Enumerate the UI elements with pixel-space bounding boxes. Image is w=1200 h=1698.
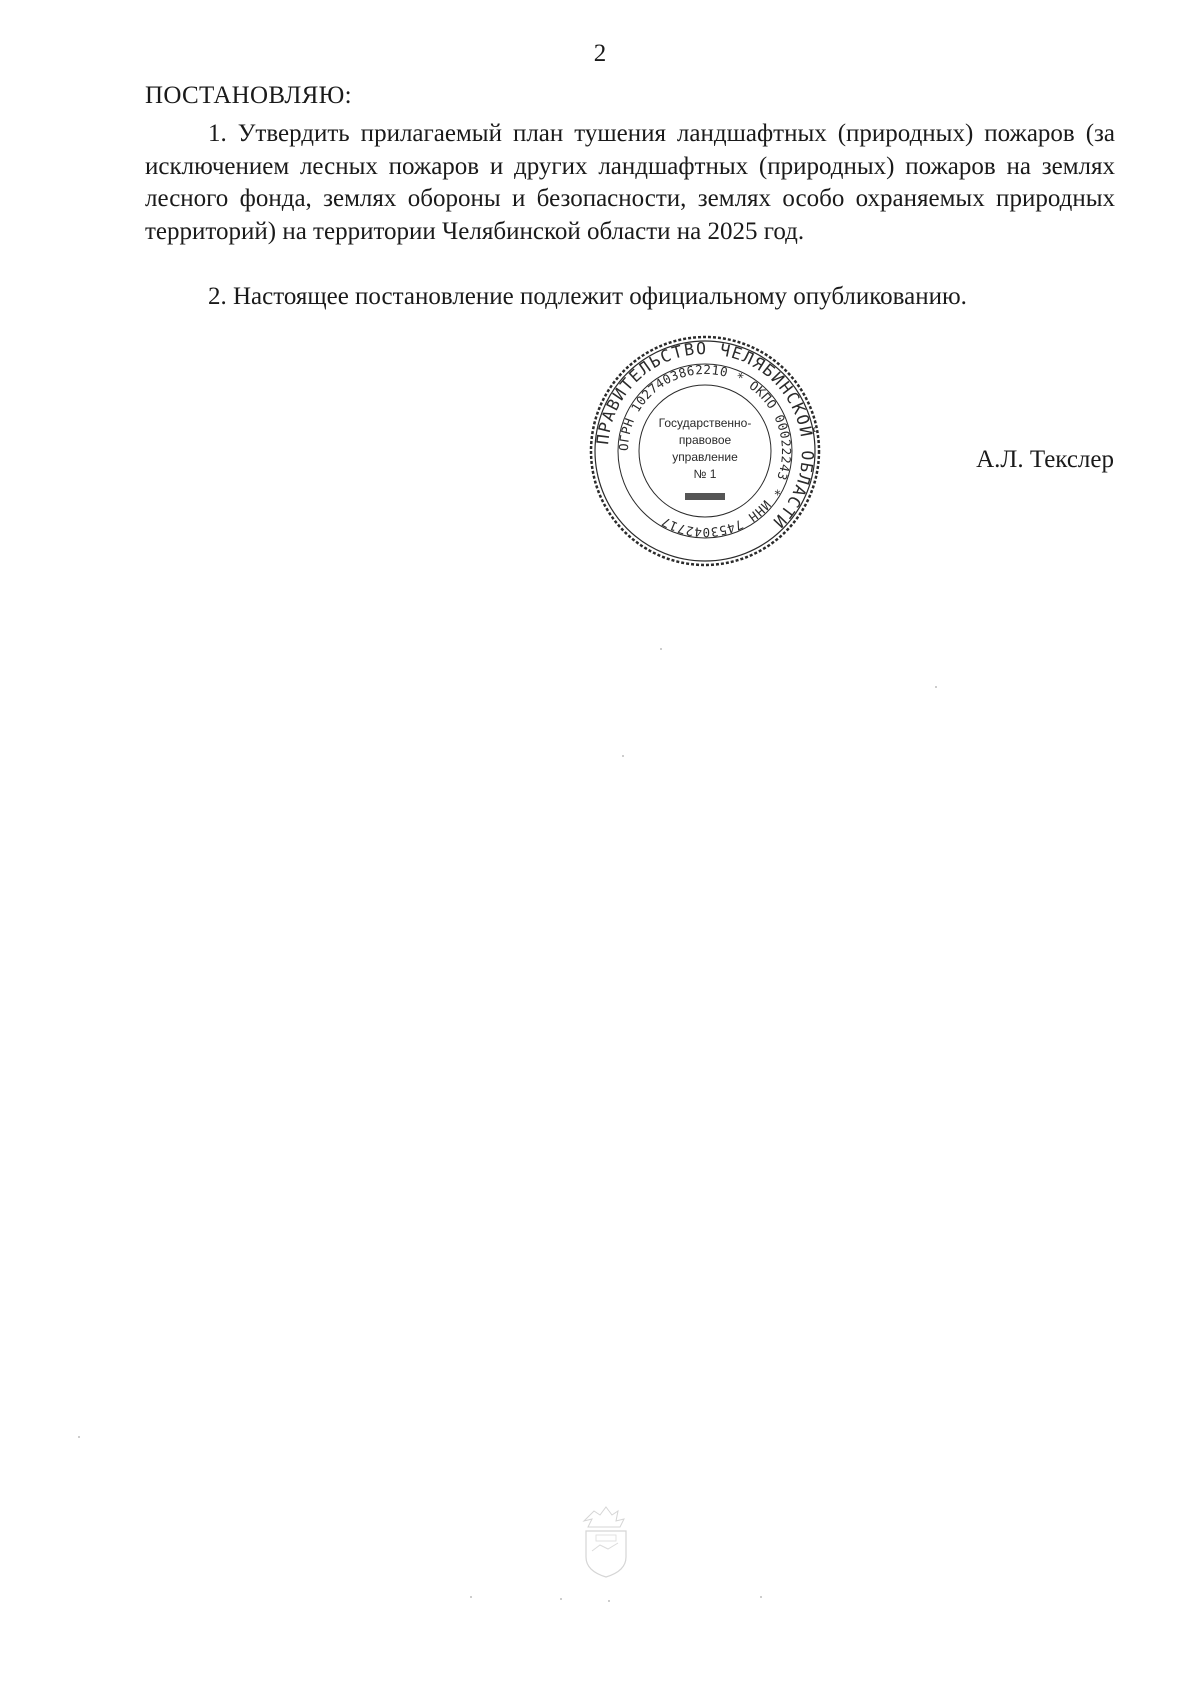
signatory-name: А.Л. Текслер	[976, 446, 1114, 473]
scan-speck	[935, 686, 937, 688]
scan-speck	[78, 1436, 80, 1438]
page-number: 2	[593, 40, 607, 67]
scan-speck	[560, 1598, 562, 1600]
scan-speck	[622, 755, 624, 757]
seal-center-line-3: управление	[672, 450, 738, 464]
paragraph-2: 2. Настоящее постановление подлежит официальному опубликованию.	[208, 283, 967, 310]
seal-center-line-4: № 1	[693, 467, 717, 481]
seal-inner-text: ОГРН 1027403862210 * ОКПО 00022243 * ИНН 7453042717	[615, 361, 795, 541]
paragraph-1: 1. Утвердить прилагаемый план тушения ландшафтных (природных) пожаров (за исключением лесных пожаров и других ландшафтных (природных) пожаров на землях лесного фонда, землях обороны и безопасности, землях особо охраняемых природных территорий) на территории Челябинской области на 2025 год.	[145, 120, 1115, 245]
seal-outer-text: ПРАВИТЕЛЬСТВО ЧЕЛЯБИНСКОЙ ОБЛАСТИ	[593, 338, 818, 533]
resolution-heading: ПОСТАНОВЛЯЮ:	[145, 82, 352, 109]
seal-center-line-1: Государственно-	[658, 416, 752, 430]
scan-speck	[660, 648, 662, 650]
scan-speck	[608, 1600, 610, 1602]
official-seal	[587, 333, 823, 569]
coat-of-arms-watermark-icon	[578, 1505, 634, 1579]
scan-speck	[470, 1596, 472, 1598]
seal-smudge	[685, 493, 725, 500]
scan-speck	[760, 1596, 762, 1598]
seal-center-line-2: правовое	[678, 433, 732, 447]
